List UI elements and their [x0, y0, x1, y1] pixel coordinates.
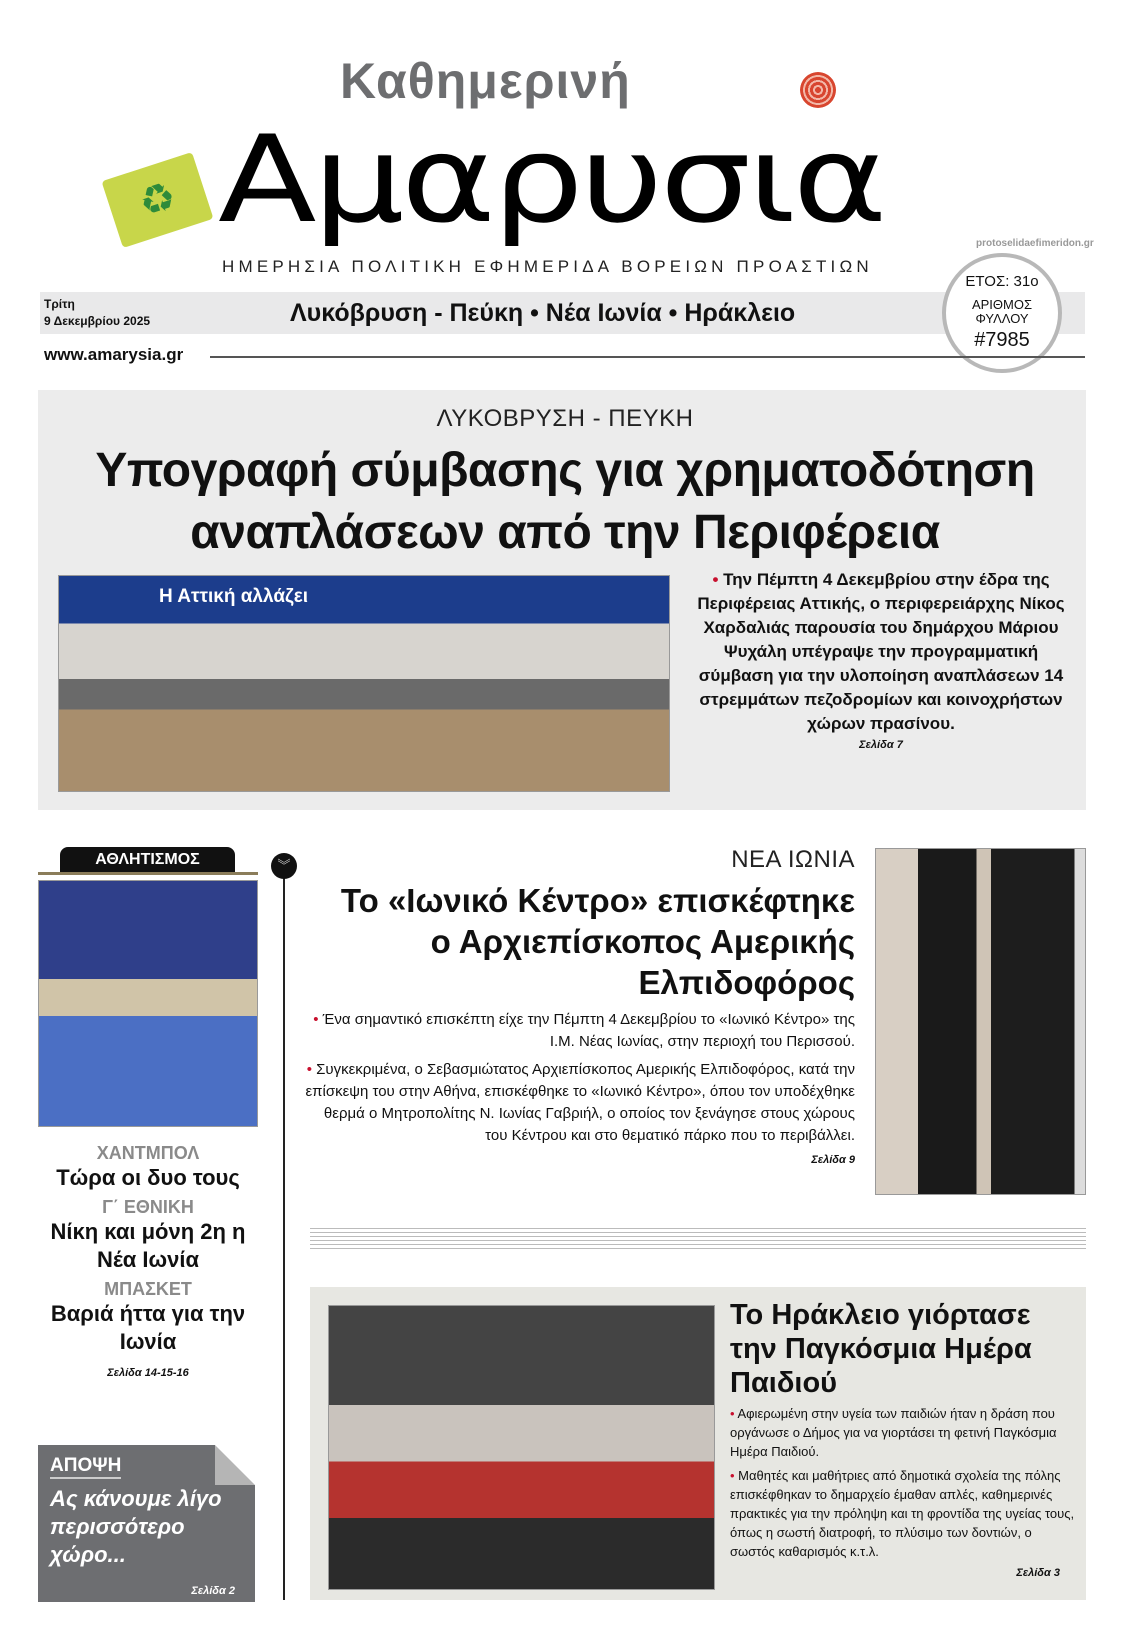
- paragraph: Μαθητές και μαθήτριες από δημοτικά σχολεία της πόλης επισκέφθηκαν το δημαρχείο έμαθαν απλές, καθημερινές πρακτικές για την πρόληψη και τη φροντίδα της υγείας τους, όπως η σωστή διατροφή, το πλύσιμο των δοντιών, ο σωστός καθαρισμός κ.τ.λ.: [730, 1468, 1075, 1559]
- masthead-supertitle: Καθημερινή: [340, 53, 631, 109]
- sports-kicker: Γ΄ ΕΘΝΙΚΗ: [102, 1197, 194, 1217]
- issue-badge: [942, 253, 1062, 373]
- sports-page-ref: Σελίδα 14-15-16: [107, 1367, 189, 1379]
- site-credit: protoselidaefimeridon.gr: [976, 238, 1094, 249]
- paragraph: Αφιερωμένη στην υγεία των παιδιών ήταν η δράση που οργάνωσε ο Δήμος για να γιορτάσει τη φετινή Παγκόσμια Ημέρα Παιδιού.: [730, 1406, 1057, 1459]
- headline-line: Το «Ιωνικό Κέντρο» επισκέφτηκε: [340, 882, 855, 919]
- opinion-box[interactable]: [38, 1445, 255, 1602]
- paragraph: Ένα σημαντικό επισκέπτη είχε την Πέμπτη 4 Δεκεμβρίου το «Ιωνικό Κέντρο» της Ι.Μ. Νέας Ιωνίας, στην περιοχή του Περισσού.: [322, 1011, 855, 1050]
- lead-body: • Την Πέμπτη 4 Δεκεμβρίου στην έδρα της Περιφέρειας Αττικής, ο περιφερειάρχης Νίκος Χαρδαλιάς παρουσία του δημάρχου Μάριου Ψυχάλη υπέγραψε την προγραμματική σύμβαση για την υλοποίηση αναπλάσεων 14 στρεμμάτων πεζοδρομίων και κοινοχρήστων χώρων πρασίνου.: [697, 570, 1065, 733]
- photo-caption: Η Αττική αλλάζει: [159, 586, 309, 607]
- lead-kicker: ΛΥΚΟΒΡΥΣΗ - ΠΕΥΚΗ: [436, 405, 694, 432]
- lead-page-ref: Σελίδα 7: [859, 739, 903, 751]
- heraklio-headline[interactable]: Το Ηράκλειο γιόρτασε την Παγκόσμια Ημέρα Παιδιού: [730, 1299, 1032, 1399]
- sports-list: [38, 1138, 258, 1380]
- page-fold-icon: [215, 1445, 255, 1485]
- divider: [210, 356, 1085, 358]
- lead-text-column: [686, 568, 1076, 752]
- headline-line: Υπογραφή σύμβασης για χρηματοδότηση: [95, 444, 1035, 497]
- divider: [38, 872, 258, 875]
- lead-body-text: Την Πέμπτη 4 Δεκεμβρίου στην έδρα της Περιφέρειας Αττικής, ο περιφερειάρχης Νίκος Χαρδαλιάς παρουσία του δημάρχου Μάριου Ψυχάλη υπέγραψε την προγραμματική σύμβαση για την υλοποίηση αναπλάσεων 14 στρεμμάτων πεζοδρομίων και κοινοχρήστων χώρων πρασίνου.: [697, 570, 1065, 733]
- ionia-page-ref: Σελίδα 9: [811, 1154, 855, 1166]
- opinion-kicker: ΑΠΟΨΗ: [50, 1455, 121, 1479]
- ionia-kicker: ΝΕΑ ΙΩΝΙΑ: [731, 846, 855, 873]
- recycle-tag-icon: ♻: [102, 152, 214, 248]
- opinion-page-ref: Σελίδα 2: [191, 1585, 235, 1597]
- headline-line: αναπλάσεων από την Περιφέρεια: [190, 506, 940, 559]
- masthead-tagline: ΗΜΕΡΗΣΙΑ ΠΟΛΙΤΙΚΗ ΕΦΗΜΕΡΙΔΑ ΒΟΡΕΙΩΝ ΠΡΟΑΣΤΙΩΝ: [222, 257, 873, 276]
- headline-line: ο Αρχιεπίσκοπος Αμερικής: [430, 923, 855, 960]
- sports-headline[interactable]: Νίκη και μόνη 2η η Νέα Ιωνία: [50, 1219, 246, 1272]
- sports-headline[interactable]: Τώρα οι δυο τους: [56, 1165, 240, 1190]
- issue-label-2: ΦΥΛΛΟΥ: [975, 311, 1029, 326]
- date: 9 Δεκεμβρίου 2025: [44, 314, 151, 328]
- ionia-photo: [875, 848, 1086, 1195]
- chevron-down-icon: ︾: [271, 853, 297, 879]
- headline-line: Ελπιδοφόρος: [638, 964, 855, 1001]
- lead-photo: [58, 575, 670, 792]
- paragraph: Συγκεκριμένα, ο Σεβασμιώτατος Αρχιεπίσκοπος Αμερικής Ελπιδοφόρος, κατά την επίσκεψη του στην Αθήνα, επισκέφθηκε το «Ιωνικό Κέντρο», όπου τον υποδέχθηκε θερμά ο Μητροπολίτης Ν. Ιωνίας Γαβριήλ, ο οποίος τον ξενάγησε στους χώρους του Κέντρου και στο θεματικό πάρκο που το περιβάλλει.: [305, 1061, 855, 1144]
- sports-headline[interactable]: Βαριά ήττα για την Ιωνία: [50, 1301, 246, 1354]
- issue-number: #7985: [974, 329, 1030, 351]
- sports-photo: [38, 880, 258, 1127]
- opinion-headline: Ας κάνουμε λίγο περισσότερο χώρο...: [50, 1486, 222, 1567]
- section-divider: [310, 1228, 1086, 1252]
- ionia-story: [300, 846, 855, 1167]
- heraklio-page-ref: Σελίδα 3: [1016, 1567, 1060, 1579]
- ionia-headline[interactable]: [341, 880, 855, 1003]
- heraklio-story: [730, 1298, 1080, 1580]
- sports-kicker: ΧΑΝΤΜΠΟΛ: [96, 1143, 200, 1163]
- ionia-body: • Ένα σημαντικό επισκέπτη είχε την Πέμπτη 4 Δεκεμβρίου το «Ιωνικό Κέντρο» της Ι.Μ. Νέας Ιωνίας, στην περιοχή του Περισσού. • Συγκεκριμένα, ο Σεβασμιώτατος Αρχιεπίσκοπος Αμερικής Ελπιδοφόρος, κατά την επίσκεψη του στην Αθήνα, επισκέφθηκε το «Ιωνικό Κέντρο», όπου τον υποδέχθηκε θερμά ο Μητροπολίτης Ν. Ιωνίας Γαβριήλ, ο οποίος τον ξενάγησε στους χώρους του Κέντρου και στο θεματικό πάρκο που το περιβάλλει.: [305, 1011, 855, 1144]
- lead-headline[interactable]: [0, 440, 1130, 564]
- masthead-logo: Αμαρυσια: [218, 111, 884, 250]
- heraklio-photo: [328, 1305, 715, 1590]
- issue-date: [44, 296, 150, 330]
- issue-label-1: ΑΡΙΘΜΟΣ: [971, 297, 1033, 312]
- spiral-logo-icon: [800, 72, 836, 108]
- year-label: ΕΤΟΣ: 31ο: [965, 273, 1039, 290]
- sports-kicker: ΜΠΑΣΚΕΤ: [104, 1279, 192, 1299]
- day: Τρίτη: [44, 297, 75, 311]
- sports-section-tab: ΑΘΛΗΤΙΣΜΟΣ: [60, 847, 235, 872]
- heraklio-body: • Αφιερωμένη στην υγεία των παιδιών ήταν η δράση που οργάνωσε ο Δήμος για να γιορτάσει τη φετινή Παγκόσμια Ημέρα Παιδιού. • Μαθητές και μαθήτριες από δημοτικά σχολεία της πόλης επισκέφθηκαν το δημαρχείο έμαθαν απλές, καθημερινές πρακτικές για την πρόληψη και τη φροντίδα της υγείας τους, όπως η σωστή διατροφή, το πλύσιμο των δοντιών, ο σωστός καθαρισμός κ.τ.λ.: [730, 1406, 1075, 1559]
- website-link[interactable]: www.amarysia.gr: [44, 345, 184, 364]
- areas-covered: Λυκόβρυση - Πεύκη • Νέα Ιωνία • Ηράκλειο: [290, 299, 796, 327]
- column-divider: [283, 878, 285, 1600]
